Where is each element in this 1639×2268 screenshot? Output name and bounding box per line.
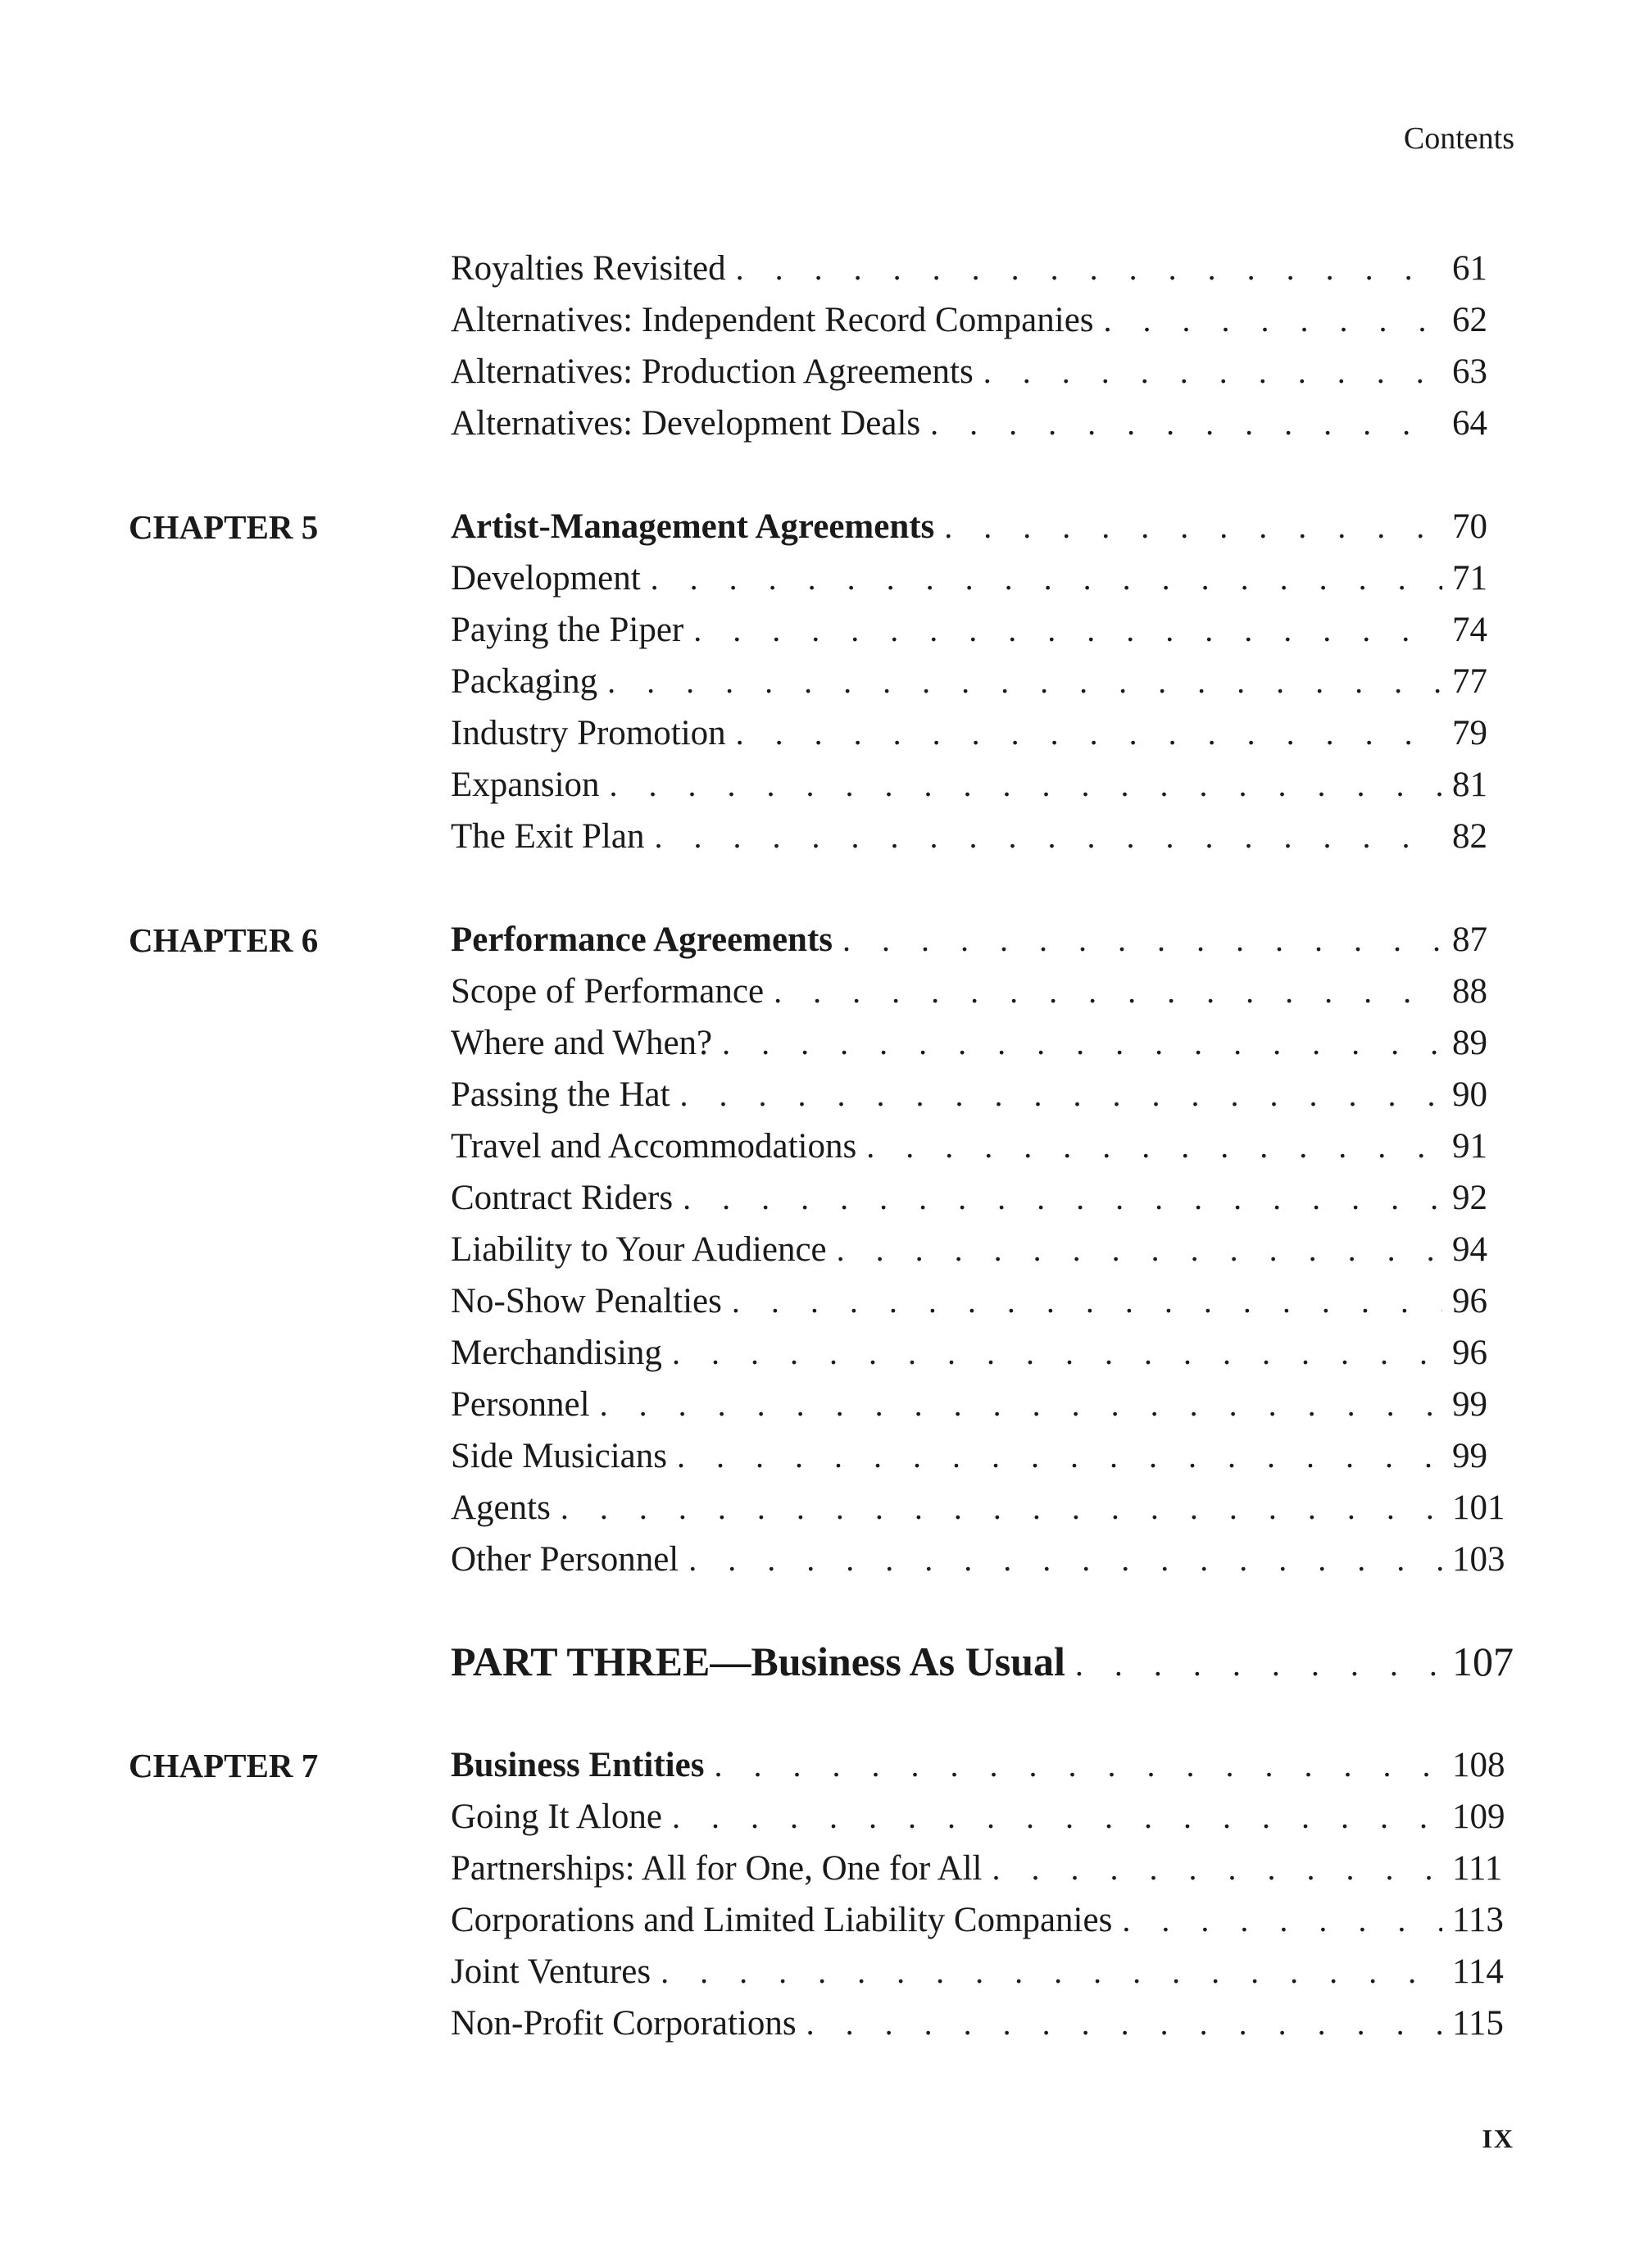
toc-entry-page: 87 [1452,920,1487,959]
toc-entry[interactable] [451,401,1485,447]
toc-entry[interactable] [451,1846,1503,1892]
toc-entry-title: Non-Profit Corporations [451,2004,797,2043]
toc-entry-page: 99 [1452,1437,1487,1475]
toc-entry[interactable] [451,298,1485,343]
toc-entry-page: 96 [1452,1334,1487,1372]
toc-entry-title: Going It Alone [451,1798,662,1836]
dot-leader [732,1279,1442,1325]
toc-entry-page: 89 [1452,1024,1487,1062]
dot-leader [683,1175,1442,1221]
dot-leader [654,814,1442,860]
page-number: IX [1482,2124,1514,2153]
dot-leader [866,1124,1442,1170]
toc-entry[interactable] [451,1382,1485,1428]
toc-entry-title: Alternatives: Independent Record Companies [451,301,1094,339]
toc-entry-title: Agents [451,1489,551,1527]
toc-entry-page: 64 [1452,404,1487,443]
toc-entry[interactable] [451,1485,1505,1531]
toc-entry-title: Merchandising [451,1334,662,1372]
toc-entry-page: 71 [1452,559,1487,598]
dot-leader [677,1434,1442,1479]
running-head: Contents [1403,121,1514,156]
toc-entry-title: Performance Agreements [451,920,833,959]
toc-entry[interactable] [451,1227,1485,1273]
dot-leader [672,1794,1442,1840]
toc-entry[interactable] [451,969,1485,1015]
toc-entry-page: 77 [1452,662,1487,701]
toc-entry-page: 92 [1452,1179,1487,1217]
toc-entry[interactable] [451,1794,1505,1840]
dot-leader [672,1330,1442,1376]
chapter-label-5: CHAPTER 5 [129,508,319,546]
dot-leader [561,1485,1442,1531]
toc-entry-page: 81 [1452,766,1487,804]
toc-entry-page: 115 [1452,2004,1504,2043]
dot-leader [680,1072,1442,1118]
dot-leader [714,1743,1442,1788]
dot-leader [944,504,1442,550]
toc-entry-page: 109 [1452,1798,1505,1836]
dot-leader [842,917,1442,963]
toc-entry-title: Partnerships: All for One, One for All [451,1849,983,1888]
toc-entry-title: Royalties Revisited [451,249,726,288]
toc-entry-page: 96 [1452,1282,1487,1320]
toc-entry-page: 62 [1452,301,1487,339]
toc-entry-title: Paying the Piper [451,611,684,649]
dot-leader [600,1382,1442,1428]
dot-leader [1104,298,1442,343]
dot-leader [1075,1639,1442,1691]
toc-entry-title: Industry Promotion [451,714,726,752]
toc-entry-page: 74 [1452,611,1487,649]
toc-entry-page: 88 [1452,972,1487,1011]
toc-entry-title: Liability to Your Audience [451,1230,827,1269]
toc-entry-page: 82 [1452,817,1487,856]
toc-entry[interactable] [451,1279,1485,1325]
toc-entry-title: Other Personnel [451,1540,679,1579]
toc-entry-page: 99 [1452,1385,1487,1424]
toc-entry[interactable] [451,1020,1485,1066]
toc-entry[interactable] [451,659,1485,705]
toc-entry-title: Packaging [451,662,598,701]
toc-entry-title: Personnel [451,1385,590,1424]
toc-entry-title: PART THREE—Business As Usual [451,1639,1065,1684]
toc-entry[interactable] [451,1434,1485,1479]
dot-leader [651,556,1442,602]
toc-entry[interactable] [451,1175,1485,1221]
toc-entry-page: 79 [1452,714,1487,752]
toc-entry-page: 91 [1452,1127,1487,1166]
toc-entry[interactable] [451,1898,1504,1943]
toc-entry-page: 103 [1452,1540,1505,1579]
toc-entry-page: 90 [1452,1075,1487,1114]
toc-entry-title: Passing the Hat [451,1075,670,1114]
toc-entry-page: 101 [1452,1489,1505,1527]
toc-entry-page: 113 [1452,1901,1504,1939]
dot-leader [693,607,1442,653]
toc-entry-title: Side Musicians [451,1437,667,1475]
toc-entry[interactable] [451,814,1485,860]
toc-entry[interactable] [451,607,1485,653]
dot-leader [722,1020,1442,1066]
toc-entry-page: 94 [1452,1230,1487,1269]
dot-leader [736,246,1442,292]
toc-entry-title: Development [451,559,641,598]
toc-entry[interactable] [451,711,1485,757]
toc-entry[interactable] [451,556,1485,602]
chapter-label-6: CHAPTER 6 [129,921,319,959]
toc-entry-title: Corporations and Limited Liability Companies [451,1901,1113,1939]
toc-entry[interactable] [451,349,1485,395]
dot-leader [610,762,1442,808]
toc-entry-title: Alternatives: Production Agreements [451,352,974,391]
toc-entry[interactable] [451,246,1485,292]
toc-entry-title: Scope of Performance [451,972,765,1011]
toc-entry[interactable] [451,1072,1485,1118]
toc-chapter-title[interactable] [451,504,1485,550]
toc-entry-page: 114 [1452,1952,1504,1991]
toc-entry[interactable] [451,1124,1485,1170]
toc-entry-title: Artist-Management Agreements [451,507,935,546]
toc-entry-title: Business Entities [451,1746,705,1784]
toc-chapter-title[interactable] [451,1743,1505,1788]
chapter-label-7: CHAPTER 7 [129,1747,319,1784]
toc-entry-title: Expansion [451,766,600,804]
toc-entry-title: Contract Riders [451,1179,674,1217]
toc-entry-title: Alternatives: Development Deals [451,404,921,443]
toc-entry[interactable] [451,1537,1505,1583]
toc-entry-title: Travel and Accommodations [451,1127,857,1166]
toc-entry[interactable] [451,2001,1504,2047]
toc-entry-page: 63 [1452,352,1487,391]
toc-part-title[interactable] [451,1635,1514,1688]
dot-leader [983,349,1442,395]
dot-leader [806,2001,1442,2047]
toc-entry[interactable] [451,1949,1504,1995]
toc-entry[interactable] [451,1330,1485,1376]
toc-entry-title: Where and When? [451,1024,713,1062]
toc-entry-page: 111 [1452,1849,1503,1888]
dot-leader [774,969,1442,1015]
toc-entry-page: 107 [1452,1639,1514,1684]
dot-leader [930,401,1442,447]
toc-entry-page: 70 [1452,507,1487,546]
toc-entry-title: Joint Ventures [451,1952,652,1991]
toc-entry[interactable] [451,762,1485,808]
dot-leader [837,1227,1442,1273]
dot-leader [661,1949,1442,1995]
dot-leader [1122,1898,1442,1943]
dot-leader [688,1537,1442,1583]
dot-leader [992,1846,1443,1892]
dot-leader [607,659,1442,705]
toc-chapter-title[interactable] [451,917,1485,963]
toc-entry-title: The Exit Plan [451,817,645,856]
toc-entry-page: 61 [1452,249,1487,288]
toc-entry-page: 108 [1452,1746,1505,1784]
toc-entry-title: No-Show Penalties [451,1282,722,1320]
dot-leader [736,711,1442,757]
